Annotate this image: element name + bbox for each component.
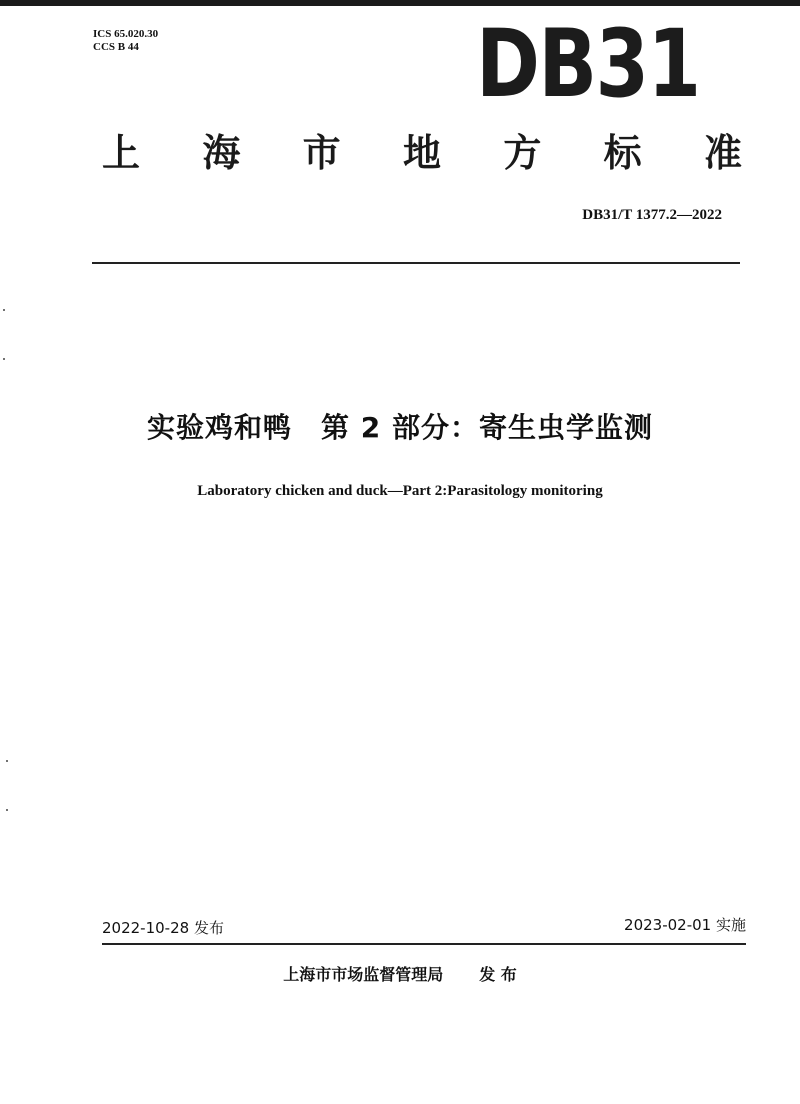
title-chinese: 实验鸡和鸭 第 2 部分：寄生虫学监测 [147, 411, 653, 444]
title-english: Laboratory chicken and duck—Part 2:Parasitology monitoring [197, 483, 603, 499]
standard-type-char: 方 [503, 131, 542, 175]
standard-type-char: 准 [703, 131, 742, 175]
scan-speck [6, 809, 8, 811]
standard-type-char: 市 [302, 131, 341, 175]
issue-date: 2022-10-28 发布 [102, 919, 224, 937]
issuer-action: 发 布 [479, 965, 517, 984]
issuer-name: 上海市市场监督管理局 [283, 965, 444, 984]
scan-top-edge [0, 0, 800, 6]
standard-type-char: 海 [202, 131, 241, 175]
standard-type-char: 上 [102, 131, 141, 175]
footer-divider [102, 943, 746, 945]
standard-type-char: 地 [402, 131, 441, 175]
scan-speck [6, 760, 8, 762]
issuer-line [0, 967, 800, 983]
classification-codes [93, 28, 158, 54]
ccs-code: CCS B 44 [93, 41, 139, 53]
ics-code: ICS 65.020.30 [93, 28, 159, 40]
standard-type-heading [102, 131, 742, 175]
implementation-date: 2023-02-01 实施 [624, 916, 746, 934]
scan-speck [3, 358, 5, 360]
header-divider [92, 262, 740, 264]
scan-speck [3, 309, 5, 311]
db31-logo: DB31 [476, 10, 700, 119]
standard-number: DB31/T 1377.2—2022 [582, 207, 722, 223]
standard-type-char: 标 [603, 131, 642, 175]
